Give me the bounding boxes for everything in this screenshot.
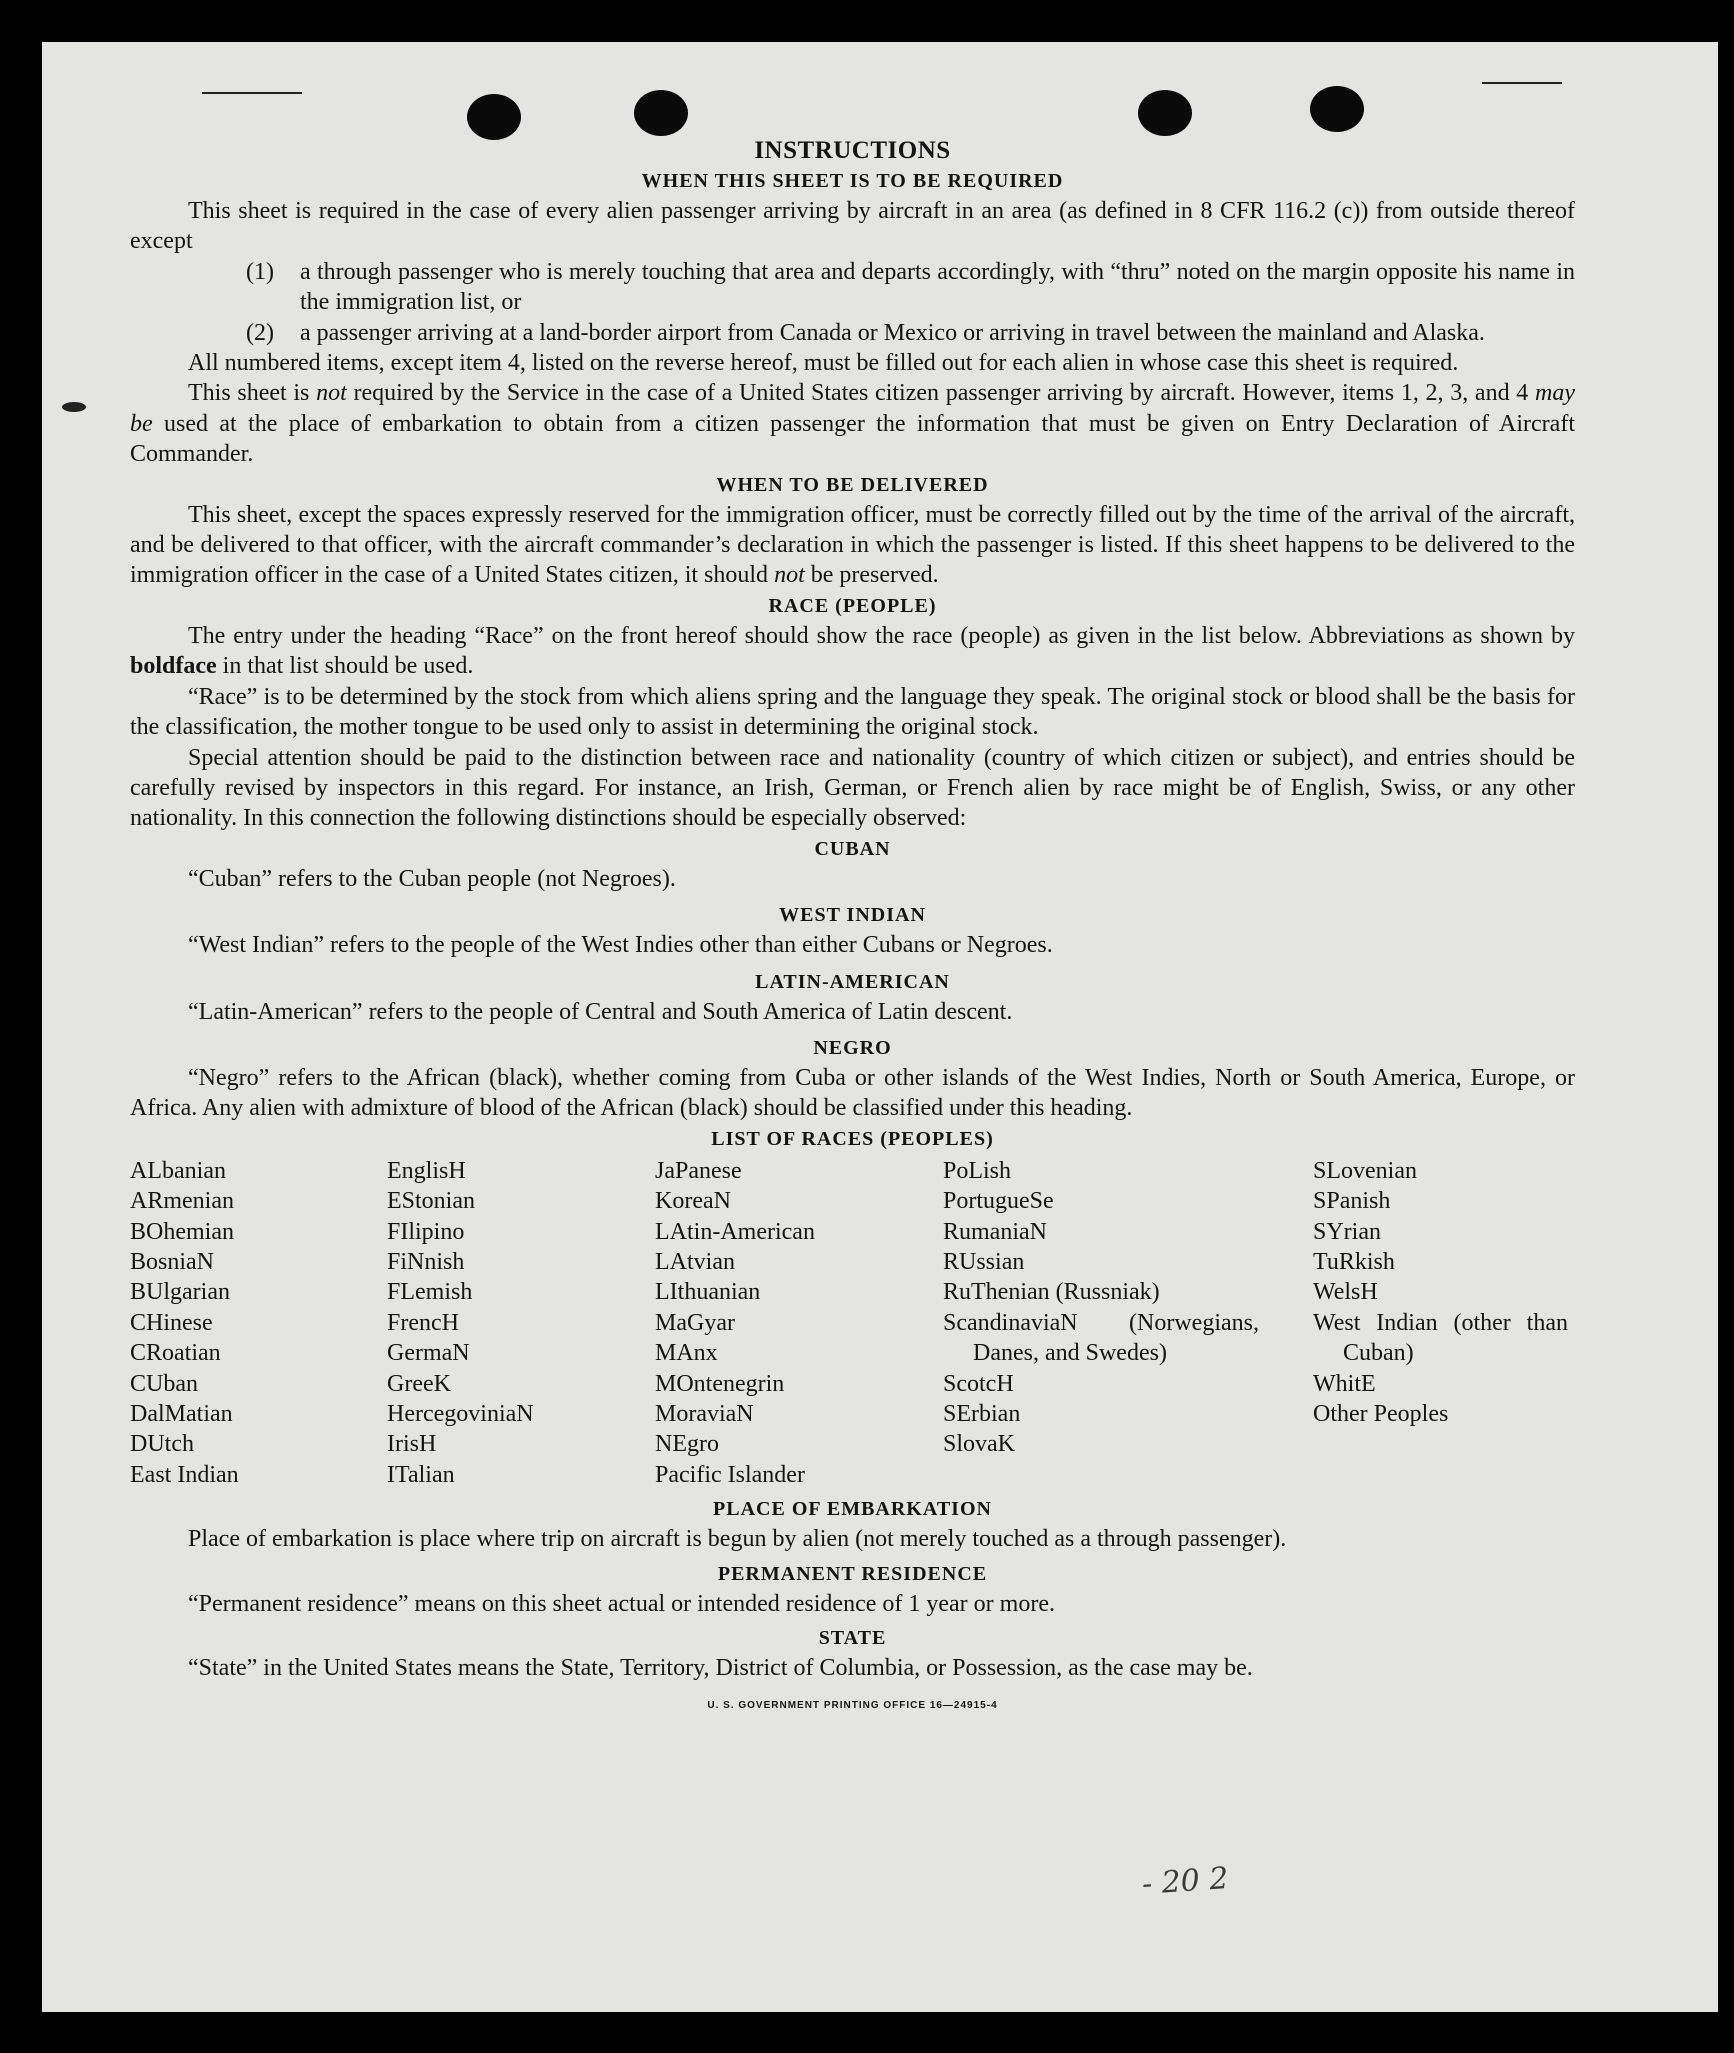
race-item: WhitE bbox=[1313, 1370, 1376, 1397]
required-para-3: This sheet is not required by the Service in the case of a United States citizen passenger arriving by aircraft. However, items 1, 2, 3, and 4 may be used at the place of embarkation to obtain from a citizen passenger the information that must be given on Entry Declaration of Aircraft Commander. bbox=[130, 380, 1575, 468]
race-item: TuRkish bbox=[1313, 1248, 1395, 1275]
race-item: BOhemian bbox=[130, 1218, 234, 1245]
race-item: MOntenegrin bbox=[655, 1370, 785, 1397]
race-item: RumaniaN bbox=[943, 1218, 1047, 1245]
race-item: SlovaK bbox=[943, 1431, 1015, 1458]
race-item: ScandinaviaN (Norwegians, Danes, and Swedes) bbox=[943, 1309, 1259, 1367]
negro-text: “Negro” refers to the African (black), whether coming from Cuba or other islands of the West Indies, North or South America, Europe, or Africa. Any alien with admixture of blood of the African (black) should be classified under this heading. bbox=[130, 1064, 1575, 1122]
section-heading-negro: NEGRO bbox=[813, 1036, 892, 1059]
race-item: FiNnish bbox=[387, 1248, 465, 1275]
race-item: MaGyar bbox=[655, 1309, 735, 1336]
race-item: ITalian bbox=[387, 1461, 455, 1488]
race-item: WelsH bbox=[1313, 1279, 1378, 1306]
race-item: KoreaN bbox=[655, 1188, 731, 1215]
residence-text: “Permanent residence” means on this sheet actual or intended residence of 1 year or more. bbox=[188, 1590, 1055, 1617]
punch-hole bbox=[467, 94, 521, 140]
instructions-content bbox=[130, 136, 1575, 1722]
punch-hole bbox=[634, 90, 688, 136]
race-item: IrisH bbox=[387, 1431, 437, 1458]
handwritten-note: - 20 2 bbox=[1140, 1861, 1230, 1902]
race-item: EnglisH bbox=[387, 1157, 466, 1184]
race-item: BosniaN bbox=[130, 1248, 214, 1275]
race-item: Other Peoples bbox=[1313, 1401, 1449, 1427]
races-column-2 bbox=[387, 1156, 655, 1490]
race-item: East Indian bbox=[130, 1461, 239, 1488]
races-column-4 bbox=[943, 1156, 1259, 1490]
scan-speck bbox=[202, 92, 302, 94]
race-item: LAtin-American bbox=[655, 1218, 815, 1245]
race-item: CRoatian bbox=[130, 1340, 221, 1367]
printer-imprint: U. S. GOVERNMENT PRINTING OFFICE 16—24915-4 bbox=[707, 1700, 998, 1712]
cuban-text: “Cuban” refers to the Cuban people (not Negroes). bbox=[188, 865, 676, 892]
required-para-2: All numbered items, except item 4, listed on the reverse hereof, must be filled out for each alien in whose case this sheet is required. bbox=[188, 350, 1459, 377]
races-column-5 bbox=[1313, 1156, 1568, 1490]
race-item: ScotcH bbox=[943, 1370, 1014, 1397]
race-item: Pacific Islander bbox=[655, 1461, 805, 1488]
races-column-3 bbox=[655, 1156, 943, 1490]
exception-item-1: (1) a through passenger who is merely touching that area and departs accordingly, with “thru” noted on the margin opposite his name in the immigration list, or bbox=[246, 258, 1575, 316]
scan-speck bbox=[62, 402, 86, 412]
race-item: BUlgarian bbox=[130, 1279, 230, 1306]
race-item: ARmenian bbox=[130, 1188, 234, 1215]
race-item: JaPanese bbox=[655, 1157, 742, 1184]
race-item: DalMatian bbox=[130, 1401, 233, 1427]
delivered-text: This sheet, except the spaces expressly reserved for the immigration officer, must be correctly filled out by the time of the arrival of the aircraft, and be delivered to that officer, with the aircraft commander’s declaration in which the passenger is listed. If this sheet happens to be delivered to the immigration officer in the case of a United States citizen, it should not be preserved. bbox=[130, 501, 1575, 589]
state-text: “State” in the United States means the State, Territory, District of Columbia, or Possession, as the case may be. bbox=[188, 1655, 1253, 1682]
race-item: LAtvian bbox=[655, 1248, 735, 1275]
race-item: NEgro bbox=[655, 1431, 719, 1458]
section-heading-west-indian: WEST INDIAN bbox=[779, 904, 926, 927]
race-item: West Indian (other than Cuban) bbox=[1313, 1309, 1568, 1367]
race-para-1: The entry under the heading “Race” on the front hereof should show the race (people) as given in the list below. Abbreviations as shown by boldface in that list should be used. bbox=[130, 622, 1575, 680]
page-title: INSTRUCTIONS bbox=[754, 137, 951, 164]
race-item: EStonian bbox=[387, 1188, 475, 1215]
scan-speck bbox=[1482, 82, 1562, 84]
section-heading-state: STATE bbox=[818, 1627, 887, 1650]
race-item: SLovenian bbox=[1313, 1157, 1417, 1184]
document-sheet bbox=[42, 42, 1718, 2012]
race-item: GermaN bbox=[387, 1340, 470, 1367]
punch-hole bbox=[1138, 90, 1192, 136]
race-item: FrencH bbox=[387, 1309, 459, 1336]
race-item: RuThenian (Russniak) bbox=[943, 1279, 1160, 1306]
exception-item-2: (2) a passenger arriving at a land-border airport from Canada or Mexico or arriving in travel between the mainland and Alaska. bbox=[246, 319, 1485, 346]
race-item: MAnx bbox=[655, 1340, 718, 1367]
latin-american-text: “Latin-American” refers to the people of Central and South America of Latin descent. bbox=[188, 998, 1013, 1025]
west-indian-text: “West Indian” refers to the people of the West Indies other than either Cubans or Negroes. bbox=[188, 932, 1053, 959]
race-item: HercegoviniaN bbox=[387, 1401, 534, 1427]
section-heading-embarkation: PLACE OF EMBARKATION bbox=[713, 1498, 992, 1521]
section-heading-cuban: CUBAN bbox=[814, 837, 891, 860]
required-intro: This sheet is required in the case of every alien passenger arriving by aircraft in an area (as defined in 8 CFR 116.2 (c)) from outside thereof except bbox=[130, 198, 1575, 255]
race-item: RUssian bbox=[943, 1248, 1025, 1275]
race-item: SYrian bbox=[1313, 1218, 1381, 1245]
race-item: SErbian bbox=[943, 1401, 1021, 1427]
section-heading-race: RACE (PEOPLE) bbox=[768, 594, 937, 617]
embarkation-text: Place of embarkation is place where trip on aircraft is begun by alien (not merely touched as a through passenger). bbox=[188, 1526, 1287, 1553]
race-para-2: “Race” is to be determined by the stock from which aliens spring and the language they speak. The original stock or blood shall be the basis for the classification, the mother tongue to be used only to assist in determining the original stock. bbox=[130, 683, 1575, 741]
races-column-1 bbox=[130, 1156, 387, 1490]
race-item: LIthuanian bbox=[655, 1279, 761, 1306]
race-item: DUtch bbox=[130, 1431, 194, 1458]
race-item: GreeK bbox=[387, 1370, 451, 1397]
section-heading-races-list: LIST OF RACES (PEOPLES) bbox=[711, 1127, 994, 1150]
section-heading-latin-american: LATIN-AMERICAN bbox=[755, 970, 950, 993]
race-para-3: Special attention should be paid to the distinction between race and nationality (country of which citizen or subject), and entries should be carefully revised by inspectors in this regard. For instance, an Irish, German, or French alien by race might be of English, Swiss, or any other nationality. In this connection the following distinctions should be especially observed: bbox=[130, 744, 1575, 832]
race-item: SPanish bbox=[1313, 1188, 1391, 1215]
punch-hole bbox=[1310, 86, 1364, 132]
race-item: PortugueSe bbox=[943, 1188, 1054, 1215]
race-item: MoraviaN bbox=[655, 1401, 754, 1427]
race-item: ALbanian bbox=[130, 1157, 226, 1184]
race-item: FIlipino bbox=[387, 1218, 465, 1245]
race-item: PoLish bbox=[943, 1157, 1012, 1184]
race-item: FLemish bbox=[387, 1279, 473, 1306]
race-item: CHinese bbox=[130, 1309, 213, 1336]
section-heading-required: WHEN THIS SHEET IS TO BE REQUIRED bbox=[641, 170, 1064, 192]
race-item: CUban bbox=[130, 1370, 198, 1397]
section-heading-delivered: WHEN TO BE DELIVERED bbox=[716, 473, 989, 496]
races-list bbox=[130, 1156, 1575, 1490]
section-heading-residence: PERMANENT RESIDENCE bbox=[717, 1562, 988, 1585]
